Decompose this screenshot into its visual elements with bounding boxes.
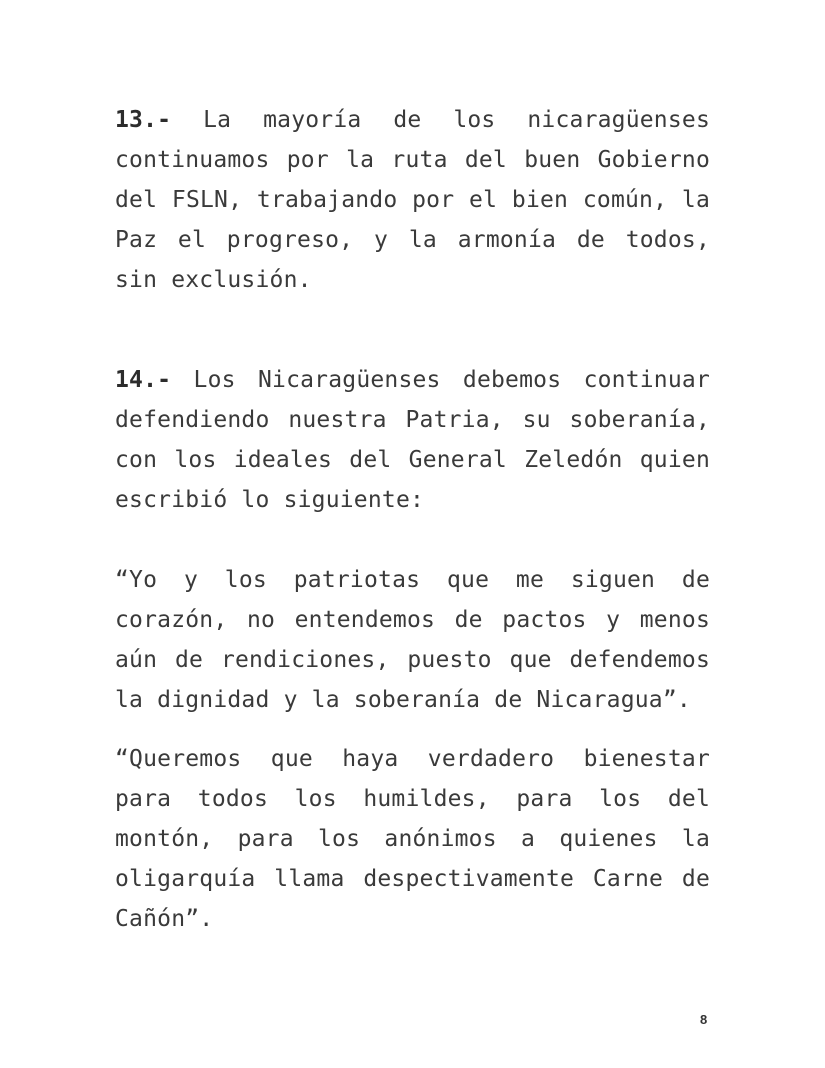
paragraph-number: 14.- [115,367,172,393]
paragraph-text: La mayoría de los nicaragüenses continuamos por la ruta del buen Gobierno del FSLN, trabajando por el bien común, la Paz el progreso, y la armonía de todos, sin exclusión. [115,107,710,293]
paragraph-text: Los Nicaragüenses debemos continuar defendiendo nuestra Patria, su soberanía, con los ideales del General Zeledón quien escribió lo siguiente: [115,367,710,513]
quote-paragraph: “Queremos que haya verdadero bienestar para todos los humildes, para los del montón, para los anónimos a quienes la oligarquía llama despectivamente Carne de Cañón”. [115,746,710,932]
quote-paragraph: “Yo y los patriotas que me siguen de corazón, no entendemos de pactos y menos aún de rendiciones, puesto que defendemos la dignidad y la soberanía de Nicaragua”. [115,567,710,713]
paragraph-number: 13.- [115,107,172,133]
paragraph-14 [115,360,710,520]
paragraph-13 [115,100,710,300]
page-number: 8 [700,1012,708,1027]
